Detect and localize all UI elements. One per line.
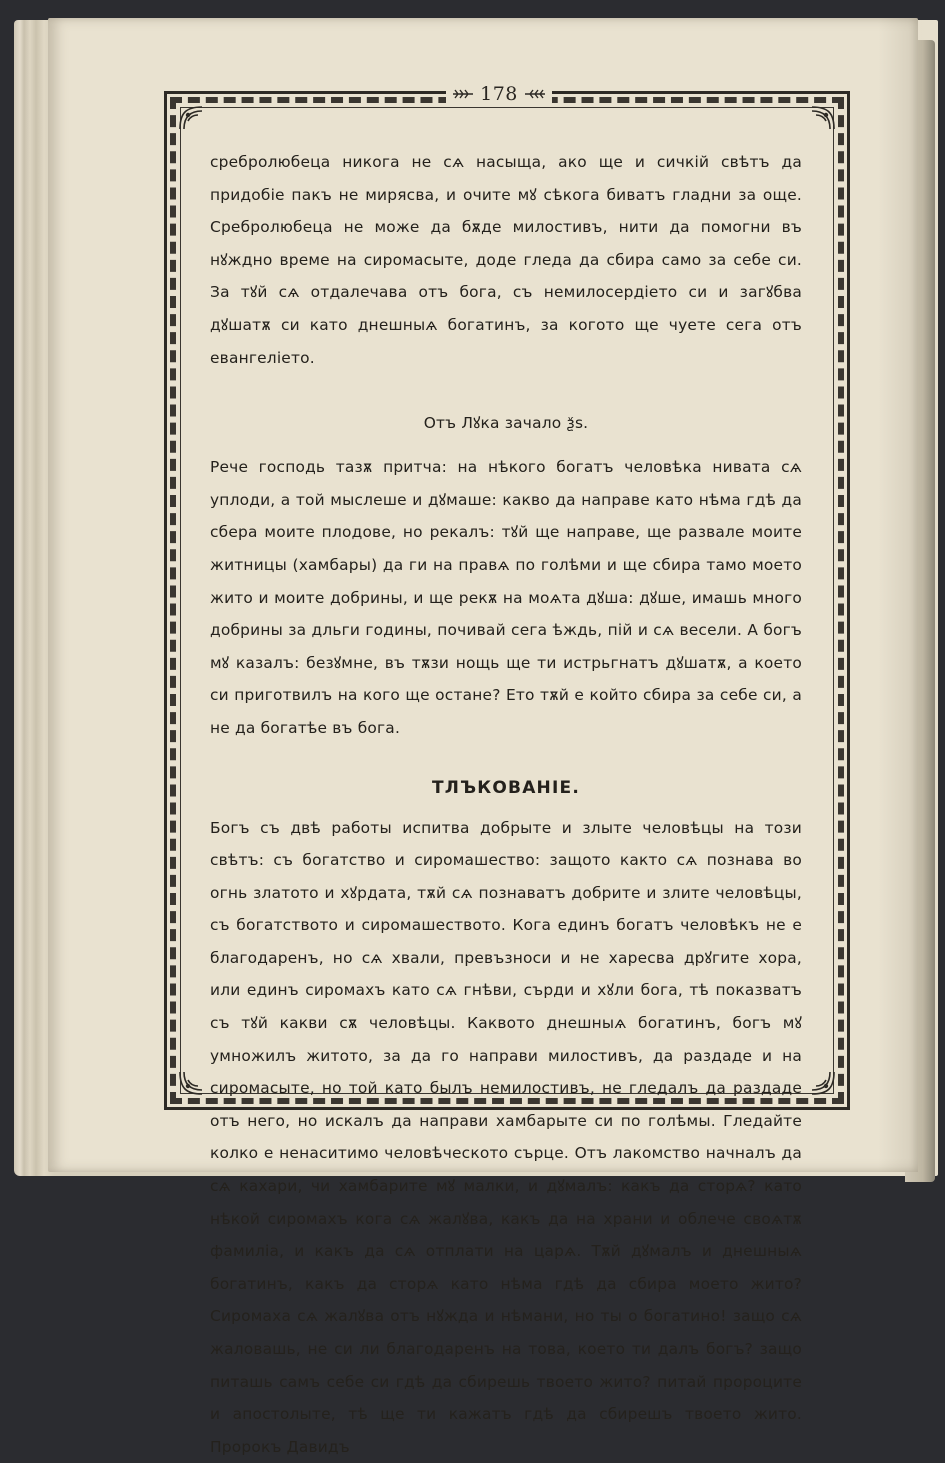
flourish-corner-icon bbox=[808, 103, 838, 133]
paragraph-1: сребролюбеца никога не сѧ насыща, ако ще и сичкій свѣтъ да придобіе пакъ не мирясва, и очите мꙋ сѣкога биватъ гладни за още. Сребролюбеца не може да бѫде милостивъ, нити да помогни въ нꙋждно време на сиромасыте, доде гледа да сбира само за себе си. За тꙋй сѧ отдалечава отъ бога, съ немилосердіето си и загꙋбва дꙋшатѫ си като днешныѧ богатинъ, за когото ще чуете сега отъ евангеліето. bbox=[210, 146, 802, 374]
page-shade bbox=[878, 18, 918, 1172]
flourish-corner-icon bbox=[808, 1068, 838, 1098]
paragraph-2: Рече господь тазѫ притча: на нѣкого богатъ человѣка нивата сѧ уплоди, а той мыслеше и дꙋмаше: какво да направе като нѣма гдѣ да сбера моите плодове, но рекалъ: тꙋй ще направе, ще развале моите житницы (хамбары) да ги на правѧ по голѣми и ще сбира тамо моето жито и моите добрины, и ще рекѫ на моѧта дꙋша: дꙋше, имашь много добрины за дльги годины, почивай сега ѣждь, пій и сѧ весели. А богъ мꙋ казалъ: безꙋмне, въ тѫзи нощь ще ти истрьгнатъ дꙋшатѫ, а което си приготвилъ на кого ще остане? Ето тѫй е който сбира за себе си, а не да богатѣе въ бога. bbox=[210, 451, 802, 744]
leaf-ornament-icon bbox=[524, 88, 546, 100]
leaf-ornament-icon bbox=[452, 88, 474, 100]
paragraph-3: Богъ съ двѣ работы испитва добрыте и злыте человѣцы на този свѣтъ: съ богатство и сиромашество: защото както сѧ познава во огнь златото и хꙋрдата, тѫй сѧ познаватъ добрите и злите человѣцы, съ богатството и сиромашеството. Кога единъ богатъ человѣкъ не е благодаренъ, но сѧ хвали, превъзноси и не харесва дрꙋгите хора, или единъ сиромахъ като сѧ гнѣви, сърди и хꙋли бога, тѣ показватъ съ тꙋй какви сѫ человѣцы. Каквото днешныѧ богатинъ, богъ мꙋ умножилъ житото, за да го направи милостивъ, да раздаде и на сиромасыте, но той като былъ немилостивъ, не гледалъ да раздаде отъ него, но искалъ да направи хамбарыте си по голѣмы. Гледайте колко е ненаситимо человѣческото сърце. Отъ лакомство начналъ да сѧ кахари, чи хамбарите мꙋ малки, и дꙋмалъ: какъ да сторѧ? като нѣкой сиромахъ кога сѧ жалꙋва, какъ да на храни и облече своѧтѫ фамиліа, и какъ да сѧ отплати на царѧ. Тѫй дꙋмалъ и днешныѧ богатинъ, какъ да сторѧ като нѣма гдѣ да сбира моето жито? Сиромаха сѧ жалꙋва отъ нꙋжда и нѣмани, но ты о богатино! защо сѧ жаловашь, не си ли благодаренъ на това, което ти далъ богъ? защо питашь самъ себе си гдѣ да сбирешь твоето жито? питай пророците и апостолыте, тѣ ще ти кажатъ гдѣ да сбирешъ твоето жито. Пророкъ Давидъ bbox=[210, 812, 802, 1463]
flourish-corner-icon bbox=[176, 103, 206, 133]
flourish-corner-icon bbox=[176, 1068, 206, 1098]
page-header bbox=[446, 82, 552, 106]
reading-heading: Отъ Лꙋка зачало ѯѕ. bbox=[210, 407, 802, 439]
page-text bbox=[210, 146, 802, 1463]
page-number: 178 bbox=[480, 83, 518, 105]
section-title: ТЛЪКОВАНІЕ. bbox=[210, 772, 802, 804]
